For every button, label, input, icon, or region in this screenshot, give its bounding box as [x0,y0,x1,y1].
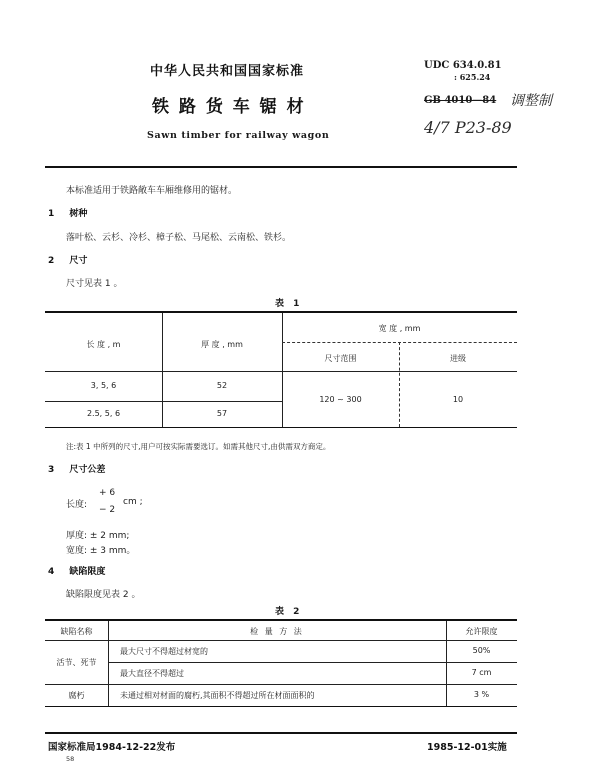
section-title: 尺寸公差 [69,465,106,475]
length-tolerance-unit: cm ; [123,497,143,507]
table-2-cell-limit: 50% [472,646,491,655]
table-2-bottom-rule [45,706,517,707]
table-1-cell-thickness: 52 [216,381,228,390]
table-2-header-rule [45,640,517,641]
table-2-header-defect: 缺陷名称 [60,627,93,636]
table-2-row-rule [45,684,517,685]
section-number: 2 [48,256,55,266]
document-title: 铁 路 货 车 锯 材 [152,97,306,117]
length-tolerance-label: 长度: [66,500,88,510]
section-1-heading [48,206,87,219]
issuer-title: 中华人民共和国国家标准 [150,64,305,79]
udc-code-sub: : 625.24 [454,72,491,82]
table-1-row-rule [45,401,282,402]
section-2-text: 尺寸见表 1 。 [66,279,123,289]
header-divider [45,166,517,168]
section-4-text: 缺陷限度见表 2 。 [66,590,141,600]
table-1-header-rule [45,371,517,372]
section-2-heading [48,253,87,266]
section-number: 3 [48,465,55,475]
table-1-subheader-range: 尺寸范围 [324,354,357,363]
section-1-text: 落叶松、云杉、冷杉、樟子松、马尾松、云南松、铁杉。 [66,233,292,243]
section-number: 4 [48,567,55,577]
issue-date: 国家标准局1984-12-22发布 [48,742,176,753]
table-1-cell-width-range: 120 ~ 300 [319,395,362,404]
table-1-subheader-step: 进级 [450,354,466,363]
table-2-cell-defect-group: 活节、死节 [56,658,97,667]
table-1-cell-width-step: 10 [452,395,464,404]
table-1-header-thickness: 厚 度 , mm [201,340,243,349]
table-1-header-length: 长 度 , m [86,340,121,349]
table-2-cell-method: 最大尺寸不得超过材宽的 [120,647,208,656]
footer-divider [45,732,517,734]
table-2-caption: 表 2 [275,607,303,617]
table-1-row-divider [282,342,517,343]
intro-paragraph: 本标准适用于铁路敞车车厢维修用的锯材。 [66,186,238,196]
length-tolerance-plus: + 6 [99,488,116,498]
page-number: 58 [66,755,75,763]
document-title-english: Sawn timber for railway wagon [147,130,330,141]
section-title: 树种 [69,209,88,219]
table-1-cell-length: 2.5, 5, 6 [86,409,121,418]
section-3-heading [48,462,105,475]
table-1-top-rule [45,311,517,313]
section-4-heading [48,564,105,577]
table-2-header-limit: 允许限度 [465,627,498,636]
table-1-header-width: 宽 度 , mm [378,324,421,333]
table-1-cell-length: 3, 5, 6 [90,381,117,390]
section-title: 缺陷限度 [69,567,106,577]
table-2-cell-limit: 3 % [473,690,490,699]
table-1-cell-thickness: 57 [216,409,228,418]
width-tolerance: 宽度: ± 3 mm。 [66,546,136,556]
table-2-cell-method: 最大直径不得超过 [120,669,184,678]
handwritten-annotation: 调整制 [510,93,552,109]
section-title: 尺寸 [69,256,88,266]
table-1-note: 注:表 1 中所列的尺寸,用户可按实际需要选订。如需其他尺寸,由供需双方商定。 [66,442,331,451]
length-tolerance-minus: − 2 [99,505,116,515]
table-2-header-method: 检 量 方 法 [250,627,304,636]
thickness-tolerance: 厚度: ± 2 mm; [66,531,130,541]
old-standard-code: GB 4010—84 [424,95,497,106]
table-1-bottom-rule [45,427,517,428]
udc-code: UDC 634.0.81 [424,60,502,71]
section-number: 1 [48,209,55,219]
effective-date: 1985-12-01实施 [427,742,507,753]
table-2-cell-defect: 腐朽 [68,691,85,700]
table-1-caption: 表 1 [275,299,303,309]
handwritten-annotation-number: 4/7 P23-89 [424,118,512,137]
table-2-row-rule [108,662,517,663]
table-2-cell-method: 未通过相对材面的腐朽,其面积不得超过所在材面面积的 [120,691,315,700]
table-2-cell-limit: 7 cm [471,668,492,677]
